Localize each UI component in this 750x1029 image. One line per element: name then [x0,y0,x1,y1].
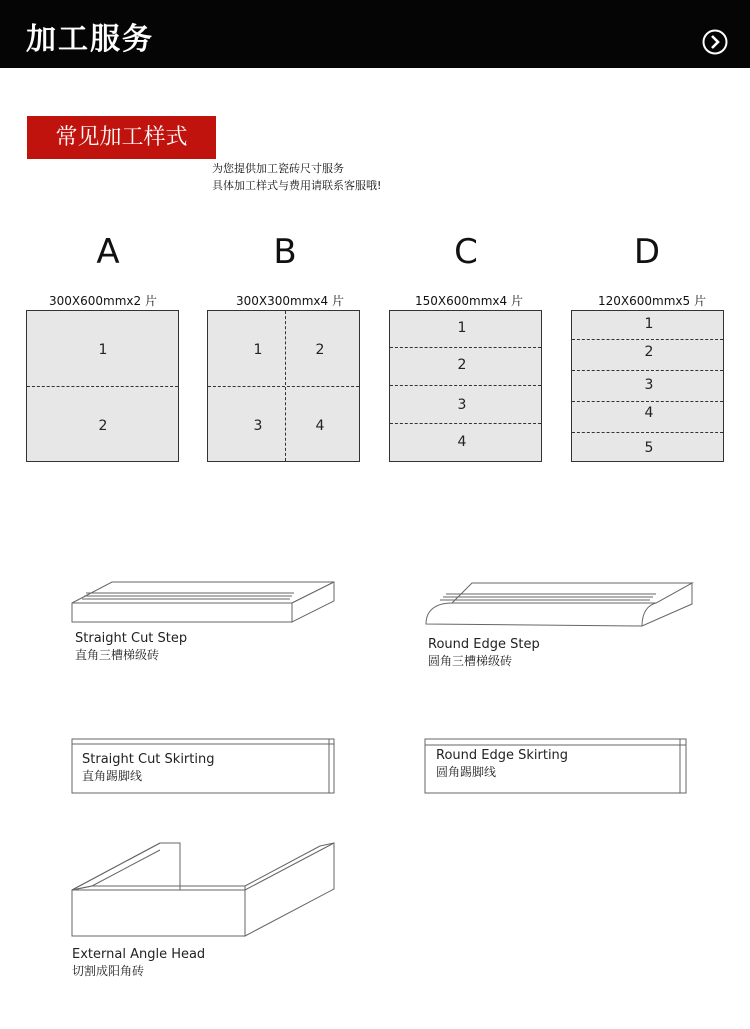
intro-line-1: 为您提供加工瓷砖尺寸服务 [212,162,344,175]
tile-spec-a: 300X600mmx2 片 [49,294,157,308]
round-skirting-caption [436,748,568,780]
intro-line-2: 具体加工样式与费用请联系客服哦! [212,179,382,192]
caption-zh: 圆角踢脚线 [436,765,497,779]
tile-letter-c: C [454,232,478,272]
piece-number: 5 [644,440,654,456]
angle-head-caption [72,947,205,979]
caption-en: Round Edge Skirting [436,748,569,763]
caption-en: External Angle Head [72,947,206,962]
tile-letter-d: D [633,232,661,272]
piece-number: 4 [315,418,325,434]
straight-skirting-caption [82,752,214,784]
tile-spec-c: 150X600mmx4 片 [415,294,523,308]
piece-number: 2 [644,344,654,360]
piece-number: 1 [253,342,263,358]
page-title: 加工服务 [26,22,154,57]
piece-number: 1 [644,316,654,332]
section-badge: 常见加工样式 [27,116,216,159]
caption-zh: 直角三槽梯级砖 [75,648,160,662]
round-step-caption [428,637,540,669]
caption-en: Straight Cut Skirting [82,752,215,767]
caption-zh: 圆角三槽梯级砖 [428,654,513,668]
piece-number: 2 [457,357,467,373]
caption-zh: 直角踢脚线 [82,769,143,783]
external-angle-head-drawing [72,843,334,936]
straight-step-caption [75,631,187,663]
tile-letter-a: A [96,232,120,272]
caption-en: Round Edge Step [428,637,540,652]
piece-number: 4 [457,434,467,450]
piece-number: 1 [98,342,108,358]
caption-zh: 切割成阳角砖 [72,964,145,978]
piece-number: 3 [253,418,263,434]
tile-spec-d: 120X600mmx5 片 [598,294,706,308]
piece-number: 3 [457,397,467,413]
piece-number: 2 [98,418,108,434]
piece-number: 2 [315,342,325,358]
piece-number: 1 [457,320,467,336]
tile-spec-b: 300X300mmx4 片 [236,294,344,308]
straight-step-drawing [72,582,334,622]
caption-en: Straight Cut Step [75,631,188,646]
piece-number: 3 [644,377,654,393]
piece-number: 4 [644,405,654,421]
tile-letter-b: B [273,232,297,272]
round-edge-step-drawing [426,583,692,626]
